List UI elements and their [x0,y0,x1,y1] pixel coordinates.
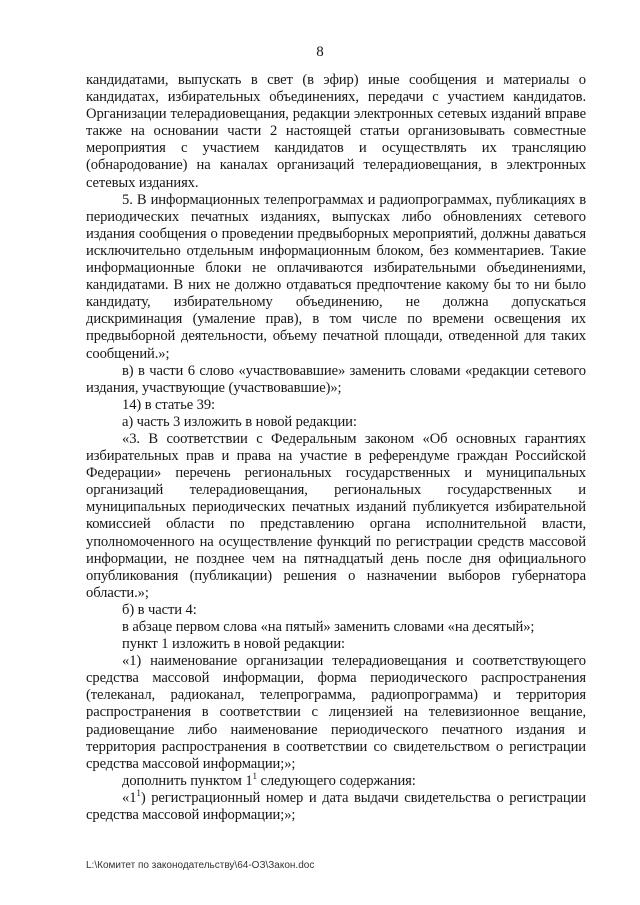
paragraph-4: 14) в статье 39: [122,396,215,413]
paragraph-12-sup: 1 [136,788,141,799]
paragraph-11-tail: следующего содержания: [256,772,416,789]
paragraph-10: «1) наименование организации телерадиовещания и соответствующего средства массовой информации, форма периодического распространения (телеканал, радиоканал, телепрограмма, радиопрограмма) и территория распространения в соответствии с лицензией на телевизионное вещание, радиовещание либо наименование периодического печатного издания и территория распространения в соответствии со свидетельством о регистрации средства массовой информации;»; [86,653,586,772]
footer-file-path: L:\Комитет по законодательству\64-ОЗ\Закон.doc [86,860,315,871]
document-body [86,72,586,824]
paragraph-11-text: дополнить пунктом 1 [122,772,253,789]
paragraph-1: кандидатами, выпускать в свет (в эфир) иные сообщения и материалы о кандидатах, избирательных объединениях, передачи с участием кандидатов. Организации телерадиовещания, редакции электронных сетевых изданий вправе также на основании части 2 настоящей статьи организовывать совместные мероприятия с участием кандидатов и осуществлять их трансляцию (обнародование) на каналах организаций телерадиовещания, в электронных сетевых изданиях. [86,72,586,191]
paragraph-2: 5. В информационных телепрограммах и радиопрограммах, публикациях в периодических печатных изданиях, выпусках либо обновлениях сетевого издания сообщения о проведении предвыборных мероприятий, должны даваться исключительно отдельным информационным блоком, без комментариев. Такие информационные блоки не оплачиваются избирательными объединениями, кандидатами. В них не должно отдаваться предпочтение какому бы то ни было кандидату, избирательному объединению, не должна допускаться дискриминация (умаление прав), в том числе по времени освещения их предвыборной деятельности, объему печатной площади, отведенной для таких сообщений.»; [86,191,586,362]
page-number: 8 [316,44,324,60]
paragraph-12-text: «1 [122,789,137,806]
paragraph-11 [86,770,586,790]
paragraph-9: пункт 1 изложить в новой редакции: [122,636,346,653]
paragraph-7: б) в части 4: [122,601,197,618]
paragraph-8: в абзаце первом слова «на пятый» заменить словами «на десятый»; [122,619,535,635]
paragraph-6: «3. В соответствии с Федеральным законом «Об основных гарантиях избирательных прав и права на участие в референдуме граждан Российской Федерации» перечень региональных государственных и муниципальных организаций телерадиовещания, региональных государственных и муниципальных периодических печатных изданий публикуется избирательной комиссией области по представлению органа исполнительной власти, уполномоченного на осуществление функций по регистрации средств массовой информации, не позднее чем на пятнадцатый день после дня официального опубликования (публикации) решения о назначении выборов губернатора области.»; [86,430,586,601]
paragraph-12-tail: ) регистрационный номер и дата выдачи свидетельства о регистрации средства массовой информации;»; [86,789,586,824]
paragraph-3: в) в части 6 слово «участвовавшие» заменить словами «редакции сетевого издания, участвующие (участвовавшие)»; [86,362,586,396]
paragraph-5: а) часть 3 изложить в новой редакции: [122,413,357,430]
paragraph-11-sup: 1 [252,770,257,781]
paragraph-12 [86,790,586,824]
